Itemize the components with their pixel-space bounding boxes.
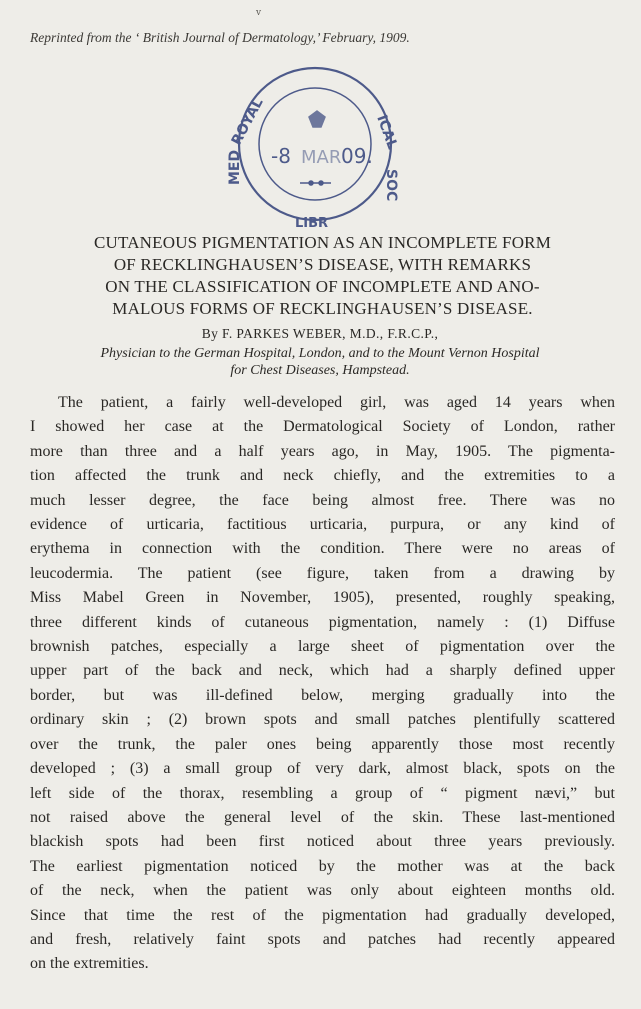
title-line: MALOUS FORMS OF RECKLINGHAUSEN’S DISEASE. (112, 299, 533, 318)
affiliation-line: for Chest Diseases, Hampstead. (230, 363, 410, 378)
svg-text:ROYAL: ROYAL (228, 95, 267, 148)
author-line: By F. PARKES WEBER, M.D., F.R.C.P., (201, 326, 439, 341)
body-line: erythema in connection with the condition. There were no areas of (30, 540, 615, 558)
body-line: The patient, a fairly well-developed girl, was aged 14 years when (58, 394, 615, 411)
corner-mark: v (256, 8, 262, 18)
body-line: Miss Mabel Green in November, 1905), presented, roughly speaking, (30, 589, 615, 607)
body-line: of the neck, when the patient was only about eighteen months old. (30, 882, 615, 900)
title-line: ON THE CLASSIFICATION OF INCOMPLETE AND ANO- (105, 277, 540, 296)
library-stamp (225, 57, 405, 232)
svg-text:SOC: SOC (383, 169, 399, 202)
body-line: over the trunk, the paler ones being apparently those most recently (30, 735, 615, 753)
article-body (30, 391, 615, 977)
body-line: brownish patches, especially a large sheet of pigmentation over the (30, 638, 615, 656)
article-title (40, 232, 605, 320)
body-line: left side of the thorax, resembling a group of “ pigment nævi,” but (30, 784, 615, 802)
body-line: The earliest pigmentation noticed by the mother was at the back (30, 857, 615, 875)
body-line: Since that time the rest of the pigmentation had gradually developed, (30, 906, 615, 924)
body-line: and fresh, relatively faint spots and patches had recently appeared (30, 930, 615, 948)
svg-text:LIBR: LIBR (295, 216, 329, 231)
body-line: much lesser degree, the face being almost free. There was no (30, 491, 615, 509)
svg-text:ICAL: ICAL (373, 112, 401, 152)
body-line: tion affected the trunk and neck chiefly, and the extremities to a (30, 467, 615, 485)
body-line: ordinary skin ; (2) brown spots and small patches plentifully scattered (30, 711, 615, 729)
svg-text:MED: MED (227, 149, 243, 185)
body-line: evidence of urticaria, factitious urticaria, purpura, or any kind of (30, 516, 615, 534)
body-line: border, but was ill-defined below, merging gradually into the (30, 686, 615, 704)
svg-text:MAR: MAR (301, 147, 342, 168)
reprint-notice: Reprinted from the ‘ British Journal of Dermatology,’ February, 1909. (30, 30, 410, 45)
body-line: three different kinds of cutaneous pigmentation, namely : (1) Diffuse (30, 613, 615, 631)
body-line: I showed her case at the Dermatological Society of London, rather (30, 418, 615, 436)
body-line: more than three and a half years ago, in May, 1905. The pigmenta- (30, 442, 615, 460)
body-line: not raised above the general level of the skin. These last-mentioned (30, 808, 615, 826)
title-line: CUTANEOUS PIGMENTATION AS AN INCOMPLETE FORM (93, 233, 552, 252)
author-affiliation (30, 345, 610, 379)
body-line: developed ; (3) a small group of very dark, almost black, spots on the (30, 760, 615, 778)
body-line: on the extremities. (30, 955, 149, 973)
title-line: OF RECKLINGHAUSEN’S DISEASE, WITH REMARKS (113, 255, 532, 274)
affiliation-line: Physician to the German Hospital, London, and to the Mount Vernon Hospital (100, 346, 540, 361)
svg-text:09.: 09. (341, 144, 373, 168)
body-line: upper part of the back and neck, which had a sharply defined upper (30, 662, 615, 680)
body-line: blackish spots had been first noticed about three years previously. (30, 833, 615, 851)
svg-text:-8: -8 (271, 144, 291, 168)
body-line: leucodermia. The patient (see figure, taken from a drawing by (30, 564, 615, 582)
